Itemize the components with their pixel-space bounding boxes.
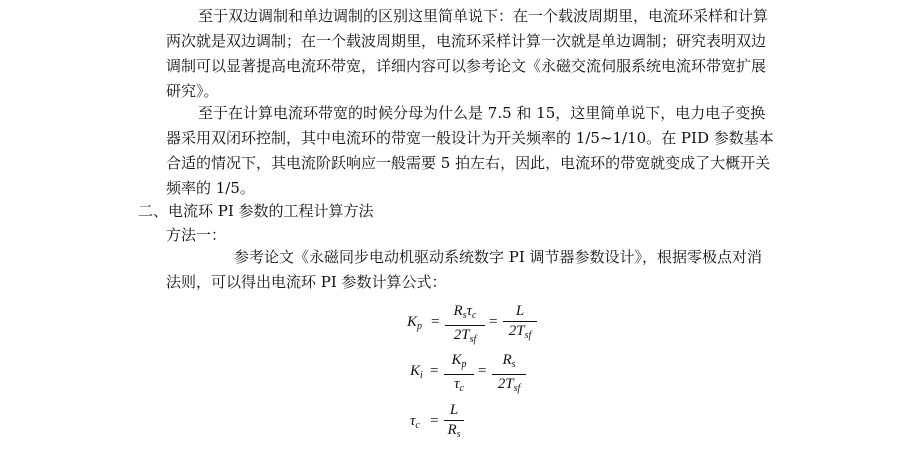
fraction-rs-tc-over-2tsf: $R_s\tau_c$ $2T_{sf}$	[445, 303, 485, 348]
paragraph-bandwidth-text: 至于在计算电流环带宽的时候分母为什么是 7.5 和 15，这里简单说下，电力电子变换器采用双闭环控制，其中电流环的带宽一般设计为开关频率的 1/5~1/10。在 PID 参数基本合适的情况下，其电流阶跃响应一般需要 5 拍左右，因此，电流环的带宽就变成了大概开关频率的 1/5。	[166, 104, 774, 197]
equals-sign: =	[489, 314, 498, 330]
formula-kp	[407, 303, 547, 347]
formula-tau-c	[410, 402, 490, 446]
kp-symbol: $K_p$	[407, 314, 423, 332]
equals-sign: =	[430, 413, 439, 429]
fraction-l-over-2tsf: L $2T_{sf}$	[503, 303, 537, 344]
formula-ki	[410, 352, 550, 396]
fraction-kp-over-tc: $K_p$ $\tau_c$	[444, 352, 474, 397]
method-label: 方法一：	[166, 226, 227, 244]
section-heading: 二、电流环 PI 参数的工程计算方法	[138, 202, 374, 220]
reference-text: 参考论文《永磁同步电动机驱动系统数字 PI 调节器参数设计》，根据零极点对消法则，可以得出电流环 PI 参数计算公式：	[166, 248, 763, 291]
fraction-l-over-rs: L $R_s$	[444, 402, 464, 443]
fraction-rs-over-2tsf: $R_s$ $2T_{sf}$	[492, 352, 526, 397]
tau-c-symbol: $\tau_c$	[410, 413, 420, 431]
equals-sign: =	[430, 363, 439, 379]
paragraph-bandwidth	[166, 101, 776, 201]
reference-paragraph	[166, 245, 776, 295]
ki-symbol: $K_i$	[410, 363, 423, 381]
equals-sign: =	[431, 314, 440, 330]
paragraph-modulation-text: 至于双边调制和单边调制的区别这里简单说下：在一个载波周期里，电流环采样和计算两次就是双边调制；在一个载波周期里，电流环采样计算一次就是单边调制；研究表明双边调制可以显著提高电流环带宽，详细内容可以参考论文《永磁交流伺服系统电流环带宽扩展研究》。	[166, 7, 769, 100]
equals-sign: =	[478, 363, 487, 379]
paragraph-modulation	[166, 4, 776, 104]
